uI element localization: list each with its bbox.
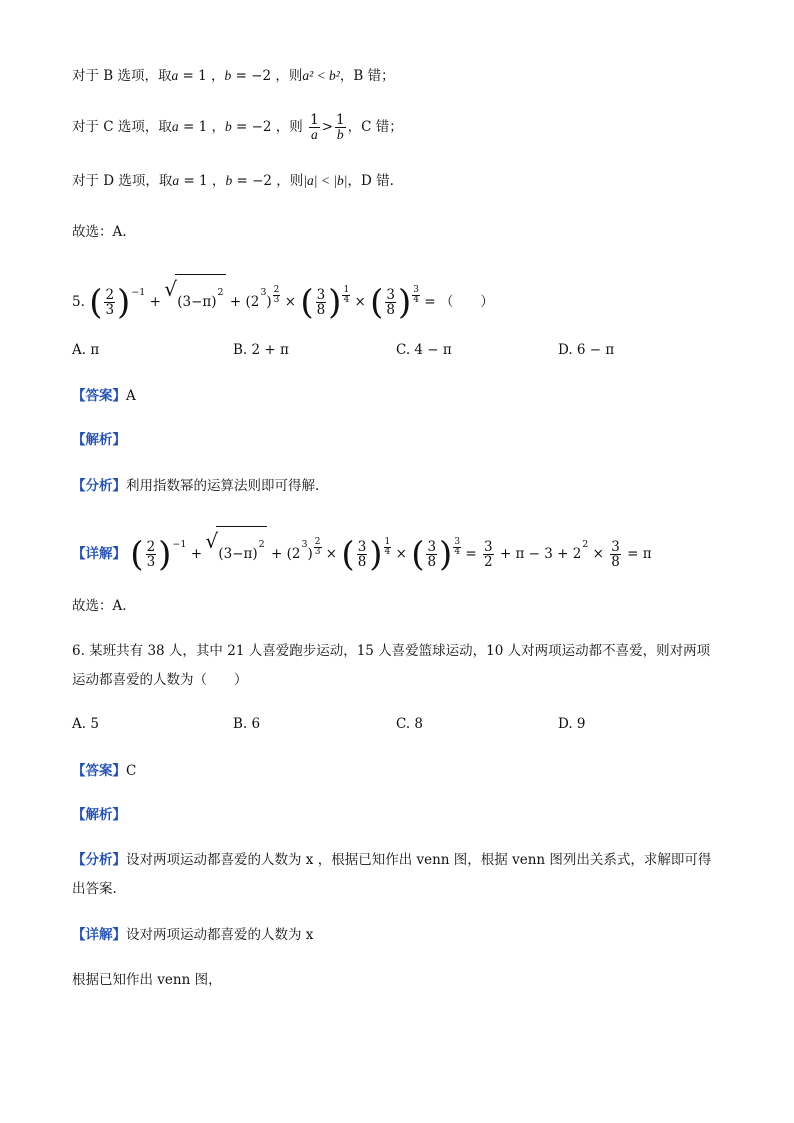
text: = −2 ，则 xyxy=(231,119,303,135)
answer-value: A xyxy=(126,388,136,404)
q5-expression: ( $\frac{2}{3}$ )$^{-1}$ + √ $(3-\pi)^2 + (2^3)$ $\frac{2}{3}$ × ( $\frac{3}{8}$ ) $\frac{1}{4}$ × ( $\frac{3}{8}$ ) $\frac{3}{4}$ = xyxy=(89,294,440,310)
fraction-1-over-a xyxy=(309,113,320,142)
var-b: b xyxy=(224,119,232,134)
q5-fenxi xyxy=(72,476,319,496)
text: ，D 错. xyxy=(347,173,394,189)
option-b-explanation xyxy=(72,66,395,86)
numerator: 1 xyxy=(310,112,319,128)
denominator: a xyxy=(311,127,318,142)
text: ，C 错； xyxy=(347,119,403,135)
q6-fenxi-line2: 出答案. xyxy=(72,881,117,897)
var-a: a xyxy=(171,119,179,134)
q6-stem-line1: 6. 某班共有 38 人，其中 21 人喜爱跑步运动，15 人喜爱篮球运动，10 人对两项运动都不喜爱，则对两项 xyxy=(72,643,711,659)
var-a: a xyxy=(171,68,179,83)
var-a: a xyxy=(172,173,180,188)
q5-choose: 故选：A. xyxy=(72,598,127,614)
analysis-label: 【解析】 xyxy=(72,432,126,448)
answer-value: C xyxy=(126,763,137,779)
answer-label: 【答案】 xyxy=(72,388,126,404)
var-b: b xyxy=(224,68,232,83)
question-number: 5. xyxy=(72,294,85,310)
answer-label: 【答案】 xyxy=(72,763,126,779)
denominator: b xyxy=(336,127,344,142)
var-b: b xyxy=(225,173,233,188)
q6-option-b: B. 6 xyxy=(233,716,261,732)
q6-venn-intro: 根据已知作出 venn 图， xyxy=(72,972,222,988)
text: = 1 ， xyxy=(178,119,225,135)
inequality: |a| < |b| xyxy=(303,173,348,188)
inequality: a² < b² xyxy=(302,68,340,83)
fenxi-label: 【分析】 xyxy=(72,478,126,494)
text: = −2 ，则 xyxy=(231,68,303,84)
q6-xiangjie xyxy=(72,925,313,945)
choose-answer: 故选：A. xyxy=(72,224,127,240)
q6-option-d: D. 9 xyxy=(558,716,586,732)
q6-answer xyxy=(72,761,136,781)
option-d-explanation xyxy=(72,171,394,191)
q5-option-a: A. π xyxy=(72,342,100,358)
q6-analysis-label xyxy=(72,805,126,825)
result: = π xyxy=(627,546,652,562)
xiangjie-text: 设对两项运动都喜爱的人数为 x xyxy=(126,927,314,943)
fenxi-text: 设对两项运动都喜爱的人数为 x ，根据已知作出 venn 图，根据 venn 图列出关系式，求解即可得 xyxy=(126,852,712,868)
q5-solution-expression: ( $\frac{2}{3}$ )$^{-1}$ + √ $(3-\pi)^2 + (2^3)$ $\frac{2}{3}$ × ( $\frac{3}{8}$ ) $\frac{1}{4}$ × ( $\frac{3}{8}$ ) $\frac{3}{4}$ = $\frac{3}{2}$ + $\pi - 3 + 2^2$ × $\frac{3}{8}$ xyxy=(130,546,627,562)
fenxi-text: 利用指数幂的运算法则即可得解. xyxy=(126,478,320,494)
gt-sign: > xyxy=(321,119,333,135)
text: ，B 错； xyxy=(339,68,395,84)
text: = 1 ， xyxy=(179,173,226,189)
q5-option-c: C. 4 − π xyxy=(396,342,452,358)
option-c-explanation xyxy=(72,113,403,142)
text: 对于 D 选项，取 xyxy=(72,173,173,189)
numerator: 1 xyxy=(336,112,345,128)
xiangjie-label: 【详解】 xyxy=(72,927,126,943)
q6-fenxi-line1 xyxy=(72,850,711,870)
fenxi-label: 【分析】 xyxy=(72,852,126,868)
analysis-label: 【解析】 xyxy=(72,807,126,823)
text: 对于 C 选项，取 xyxy=(72,119,172,135)
q5-detailed-solution xyxy=(72,526,652,575)
text: 对于 B 选项，取 xyxy=(72,68,172,84)
q6-option-c: C. 8 xyxy=(396,716,424,732)
q5-option-b: B. 2 + π xyxy=(233,342,289,358)
text: = −2 ，则 xyxy=(232,173,304,189)
q6-option-a: A. 5 xyxy=(72,716,99,732)
xiangjie-label: 【详解】 xyxy=(72,546,126,562)
fraction-1-over-b xyxy=(335,113,346,142)
q5-analysis-label xyxy=(72,430,126,450)
q6-stem-line2: 运动都喜爱的人数为（ ） xyxy=(72,672,248,688)
answer-blank: （ ） xyxy=(439,294,494,310)
question-5 xyxy=(72,274,494,323)
q5-option-d: D. 6 − π xyxy=(558,342,615,358)
q5-answer xyxy=(72,386,136,406)
text: = 1 ， xyxy=(178,68,225,84)
